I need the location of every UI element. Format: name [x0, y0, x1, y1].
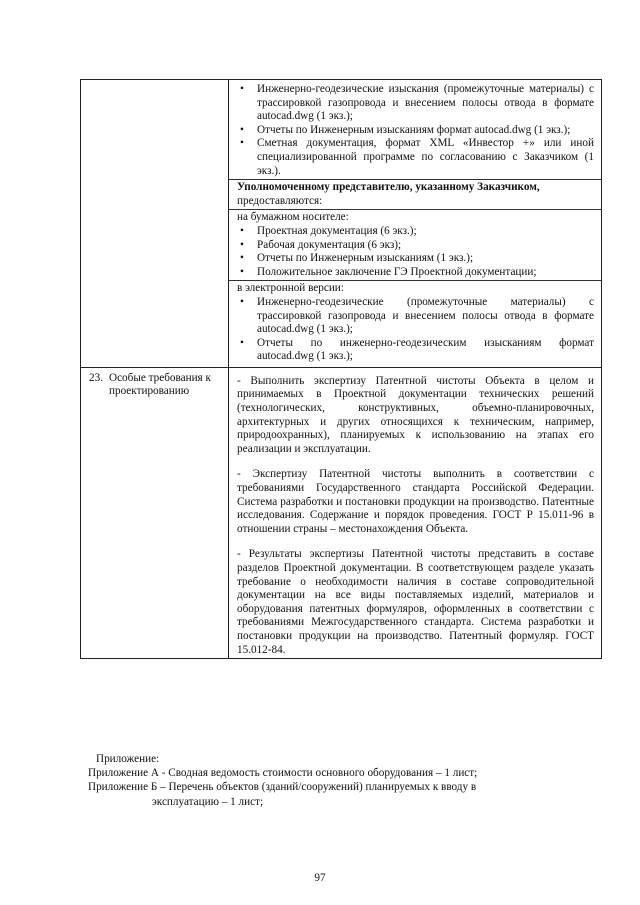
deliverables-list-electronic: [237, 296, 594, 364]
list-item: • Отчеты по Инженерным изысканиям формат autocad.dwg (1 экз.);: [240, 123, 571, 136]
divider: [229, 280, 601, 281]
requirement-paragraph: - Экспертизу Патентной чистоты выполнить в соответствии с требованиями Государственного стандарта Российской Федерации. Система разработки и постановки продукции на производство. Патентные исследования. Содержание и порядок проведения. ГОСТ Р 15.011-96 в отношении страны – местонахождения Объекта.: [237, 468, 594, 535]
bullet-icon: •: [240, 252, 244, 265]
electronic-label: в электронной версии:: [237, 282, 344, 295]
appendix-heading: Приложение:: [96, 753, 160, 765]
row-label: [81, 368, 228, 399]
bullet-icon: •: [240, 295, 244, 308]
list-item: • Отчеты по инженерно-геодезическим изысканиям формат autocad.dwg (1 экз.);: [240, 336, 594, 363]
row-label-line1: Особые требования к: [109, 371, 211, 384]
list-item: • Инженерно-геодезические (промежуточные материалы) с трассировкой газопровода и внесением полосы отвода в формате autocad.dwg (1 экз.);: [240, 295, 594, 336]
page-number: 97: [314, 872, 326, 884]
provided-label: предоставляются:: [237, 194, 323, 207]
row-content-cell: [229, 367, 602, 658]
requirement-paragraph: - Результаты экспертизы Патентной чистоты представить в составе разделов Проектной документации. В соответствующем разделе указать требование о необходимости наличия в составе сопроводительной документации на все виды поставляемых изделий, материалов и оборудования патентных формуляров, оформленных в соответствии с требованиями Межгосударственного стандарта. Система разработки и постановки продукции на производство. Патентный формуляр. ГОСТ 15.012-84.: [237, 548, 594, 656]
list-item: • Положительное заключение ГЭ Проектной документации;: [240, 265, 537, 278]
table-row-23: [81, 367, 602, 658]
bullet-icon: •: [240, 224, 244, 237]
bullet-icon: •: [240, 238, 244, 251]
deliverables-list-paper: [237, 225, 594, 279]
deliverables-list-a: [237, 83, 594, 178]
list-item: • Проектная документация (6 экз.);: [240, 224, 417, 237]
list-item: • Сметная документация, формат XML «Инвестор +» или иной специализированной программе по согласованию с Заказчиком (1 экз.).: [240, 137, 594, 177]
row-label-empty: [81, 80, 229, 368]
bullet-icon: •: [240, 265, 244, 278]
row-content-continuation: [229, 80, 602, 368]
list-item: • Инженерно-геодезические изыскания (промежуточные материалы) с трассировкой газопровода и внесением полосы отвода в формате autocad.dwg (1 экз.);: [240, 83, 594, 123]
bullet-icon: •: [240, 137, 244, 150]
appendix-line-a: Приложение А - Сводная ведомость стоимости основного оборудования – 1 лист;: [88, 767, 478, 780]
bullet-icon: •: [240, 123, 244, 136]
authorized-heading: Уполномоченному представителю, указанному Заказчиком,: [237, 181, 540, 194]
paper-label: на бумажном носителе:: [237, 211, 349, 224]
list-item: • Рабочая документация (6 экз);: [240, 238, 402, 251]
bullet-icon: •: [240, 83, 244, 95]
appendix-block: [88, 752, 558, 809]
requirements-table: [80, 79, 602, 659]
appendix-line-b: Приложение Б – Перечень объектов (зданий/сооружений) планируемых к вводу в: [88, 781, 477, 794]
row-label-cell: [81, 367, 229, 658]
list-item: • Отчеты по Инженерным изысканиям (1 экз.);: [240, 252, 474, 265]
divider: [229, 209, 601, 210]
bullet-icon: •: [240, 336, 244, 349]
appendix-line-b-continued: эксплуатацию – 1 лист;: [152, 795, 264, 808]
divider: [229, 179, 601, 180]
row-number: 23.: [89, 371, 103, 384]
requirement-paragraph: - Выполнить экспертизу Патентной чистоты Объекта в целом и принимаемых в Проектной документации технических решений (технологических, конструктивных, объемно-планировочных, архитектурных и других относящихся к техническим, например, природоохранных), планируемых к использованию на этапах его реализации и эксплуатации.: [237, 374, 594, 455]
row-label-line2: проектированию: [109, 385, 190, 398]
table-row-continuation: [81, 80, 602, 368]
